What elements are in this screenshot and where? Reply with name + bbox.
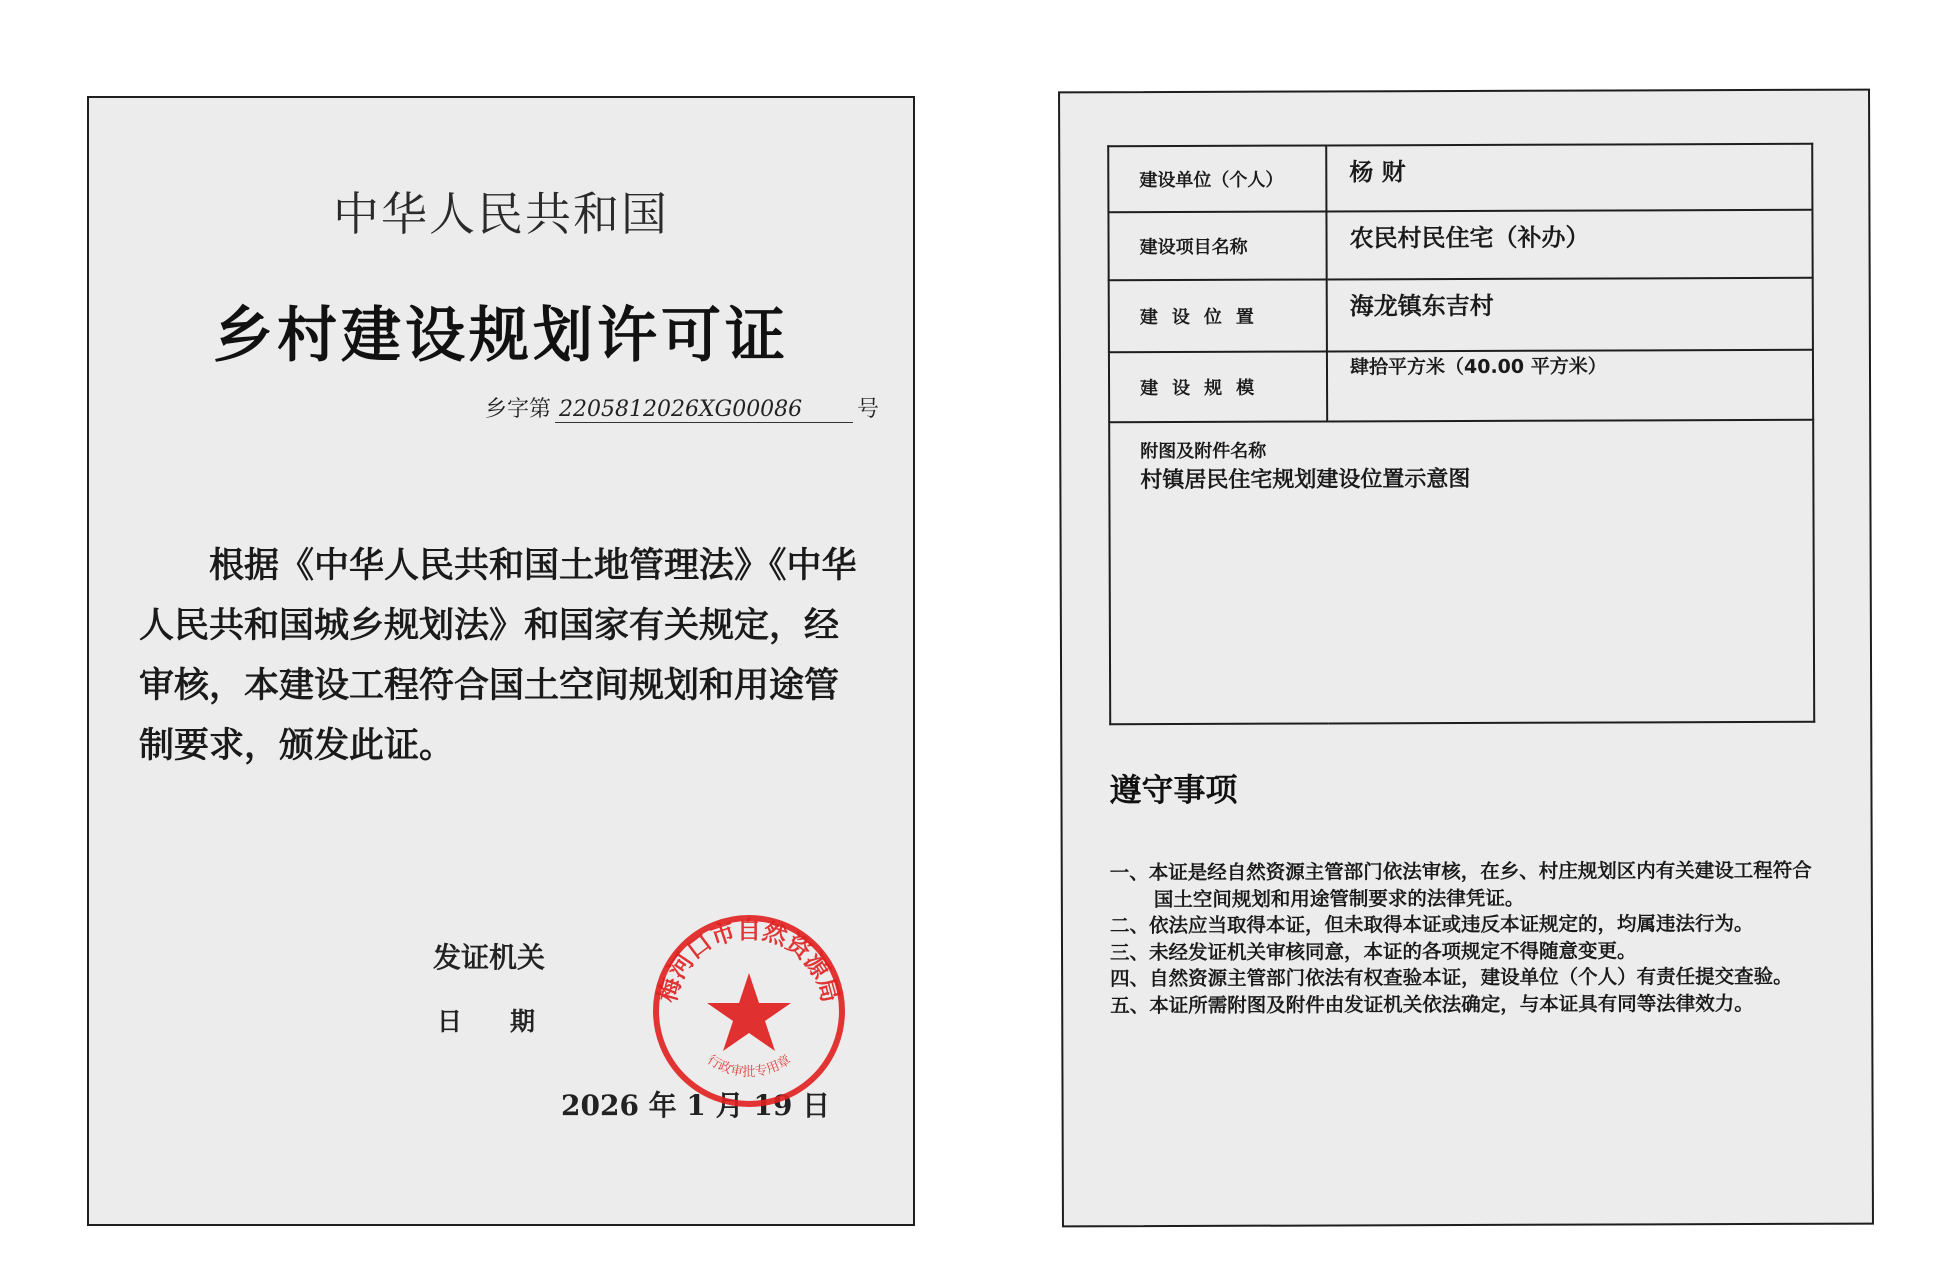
table-row [1109,420,1814,724]
certificate-number-line [485,392,879,423]
list-item: 四、自然资源主管部门依法有权查验本证，建设单位（个人）有责任提交查验。 [1110,964,1793,991]
issue-date: 2026 年 1 月 19 日 [561,1089,831,1122]
attachment-cell [1109,420,1814,724]
location-label: 建设位置 [1109,279,1327,352]
project-label: 建设项目名称 [1108,211,1326,280]
location-value: 海龙镇东吉村 [1327,278,1813,352]
scale-value: 肆拾平方米（40.00 平方米） [1327,350,1813,422]
certificate-number: 2205812026XG00086 [555,397,853,423]
certificate-body-text: 根据《中华人民共和国土地管理法》《中华人民共和国城乡规划法》和国家有关规定，经审核，本建设工程符合国土空间规划和用途管制要求，颁发此证。 [139,546,857,766]
seal-text: 梅河口市自然资源局 [653,915,845,1006]
list-item: 三、未经发证机关审核同意，本证的各项规定不得随意变更。 [1109,938,1637,964]
issuing-authority-label: 发证机关 [433,941,546,974]
table-row [1108,144,1812,212]
list-item: 五、本证所需附图及附件由发证机关依法确定，与本证具有同等法律效力。 [1110,991,1754,1017]
scale-label: 建设规模 [1109,351,1327,422]
permit-front-page [87,96,915,1226]
attachment-label: 附图及附件名称 [1140,440,1267,463]
cert-no-prefix: 乡字第 [484,397,551,422]
project-value: 农民村民住宅（补办） [1326,210,1812,280]
official-seal-icon [649,911,849,1111]
permit-info-table [1107,143,1815,725]
table-row [1108,210,1812,280]
svg-text:行政审批专用章 [704,1052,794,1080]
seal-subtext: 行政审批专用章 [704,1052,794,1081]
cert-no-suffix: 号 [856,397,879,422]
country-heading: 中华人民共和国 [333,187,669,241]
certificate-title: 乡村建设规划许可证 [213,301,789,371]
notice-title: 遵守事项 [1109,770,1238,810]
date-label: 日期 [437,1007,584,1036]
permit-back-page [1058,89,1874,1228]
notice-list [1110,858,1827,1019]
list-item: 二、依法应当取得本证，但未取得本证或违反本证规定的，均属违法行为。 [1109,911,1754,938]
builder-label: 建设单位（个人） [1108,145,1326,212]
table-row [1109,278,1813,352]
list-item: 一、本证是经自然资源主管部门依法审核，在乡、村庄规划区内有关建设工程符合国土空间规划和用途管制要求的法律凭证。 [1109,858,1812,911]
builder-value: 杨 财 [1326,144,1812,212]
attachment-value: 村镇居民住宅规划建设位置示意图 [1140,466,1471,494]
table-row [1109,350,1813,422]
